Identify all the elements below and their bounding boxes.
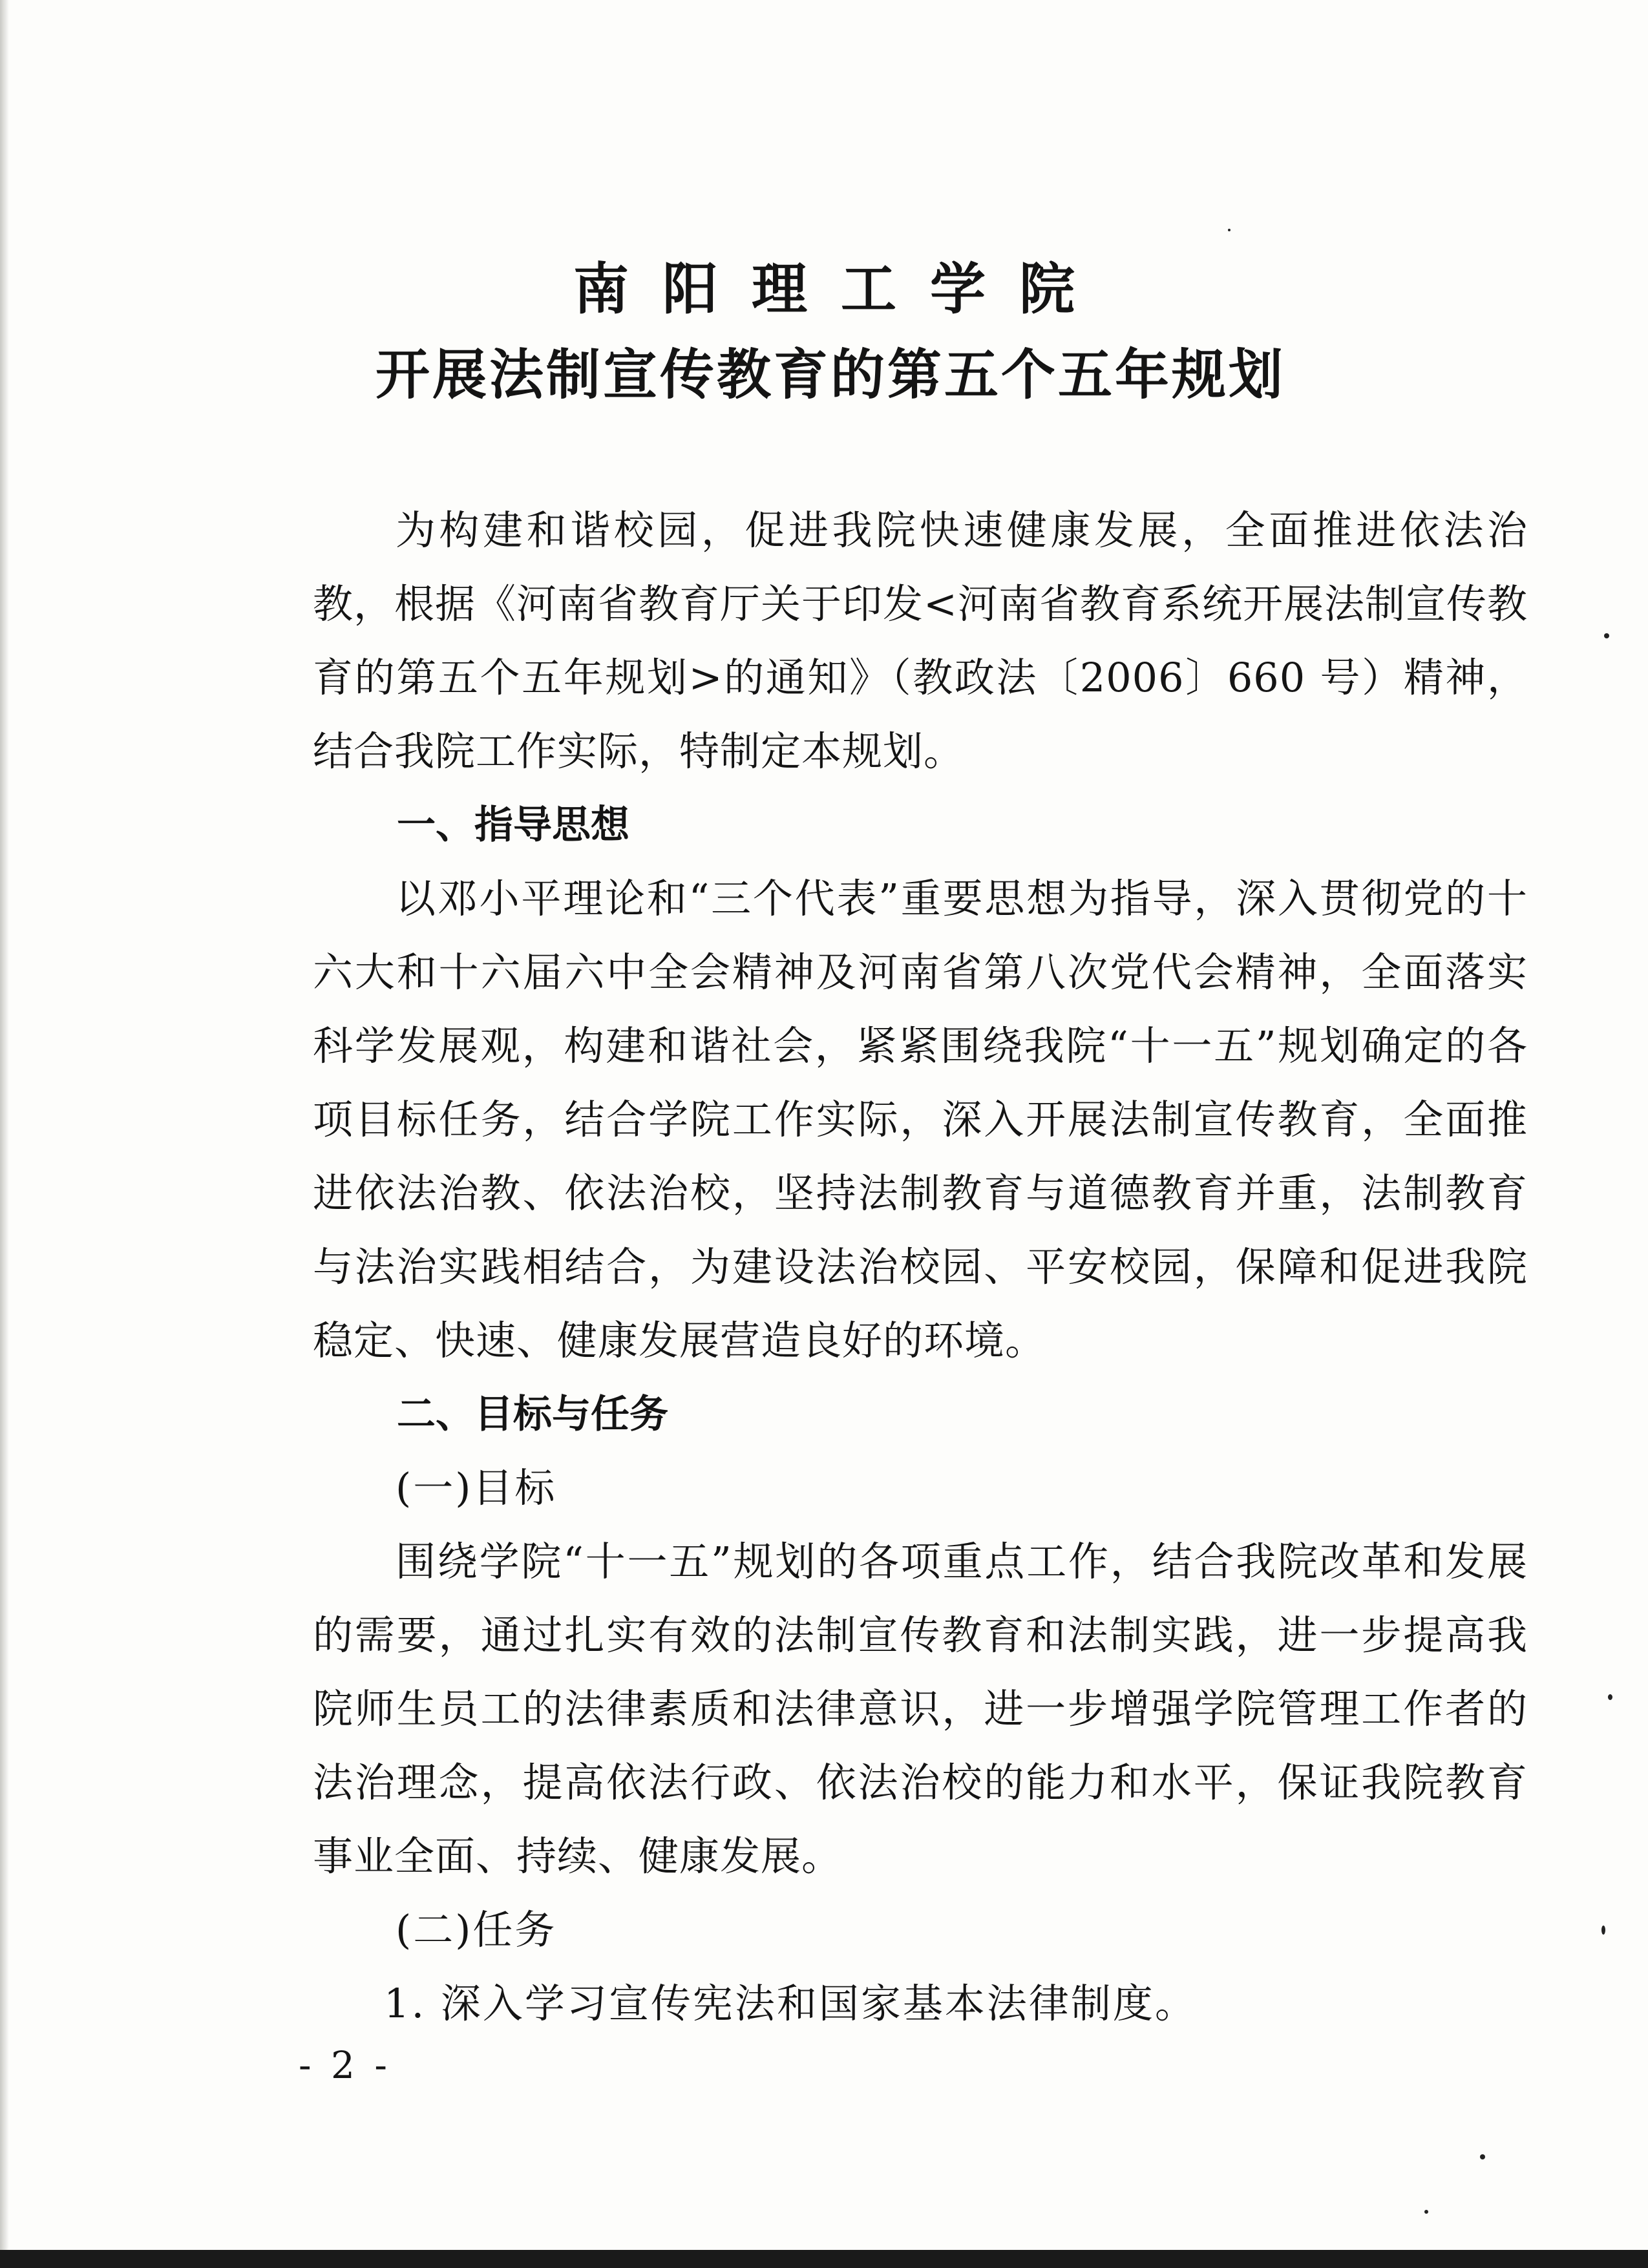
page-number: - 2 - [299,2043,391,2087]
scan-speck [1608,1694,1612,1700]
scan-speck [1604,633,1609,638]
section1-heading: 一、指导思想 [397,803,629,848]
task-item-1: 1. 深入学习宣传宪法和国家基本法律制度。 [384,1980,1197,2027]
scan-speck [1228,229,1231,231]
document-body [313,494,1528,2041]
scan-speck [1601,1926,1605,1935]
scan-speck [1424,2210,1428,2214]
intro-paragraph: 为构建和谐校园，促进我院快速健康发展，全面推进依法治教，根据《河南省教育厅关于印发<河南省教育系统开展法制宣传教育的第五个五年规划>的通知》（教政法〔2006〕660 号）精神，结合我院工作实际，特制定本规划。 [313,507,1528,775]
scan-edge-bottom [0,2250,1648,2268]
document-title [0,246,1648,419]
title-institution: 南阳理工学院 [573,257,1108,322]
goal-paragraph: 围绕学院“十一五”规划的各项重点工作，结合我院改革和发展的需要，通过扎实有效的法制宣传教育和法制实践，进一步提高我院师生员工的法律素质和法律意识，进一步增强学院管理工作者的法治理念，提高依法行政、依法治校的能力和水平，保证我院教育事业全面、持续、健康发展。 [313,1538,1528,1880]
scan-speck [1480,2154,1485,2159]
section2-heading: 二、目标与任务 [397,1392,668,1437]
task-heading: (二)任务 [396,1906,557,1953]
goal-heading: (一)目标 [396,1464,557,1511]
title-plan: 开展法制宣传教育的第五个五年规划 [375,343,1285,406]
section1-paragraph: 以邓小平理论和“三个代表”重要思想为指导，深入贯彻党的十六大和十六届六中全会精神及河南省第八次党代会精神，全面落实科学发展观，构建和谐社会，紧紧围绕我院“十一五”规划确定的各项目标任务，结合学院工作实际，深入开展法制宣传教育，全面推进依法治教、依法治校，坚持法制教育与道德教育并重，法制教育与法治实践相结合，为建设法治校园、平安校园，保障和促进我院稳定、快速、健康发展营造良好的环境。 [313,875,1528,1364]
